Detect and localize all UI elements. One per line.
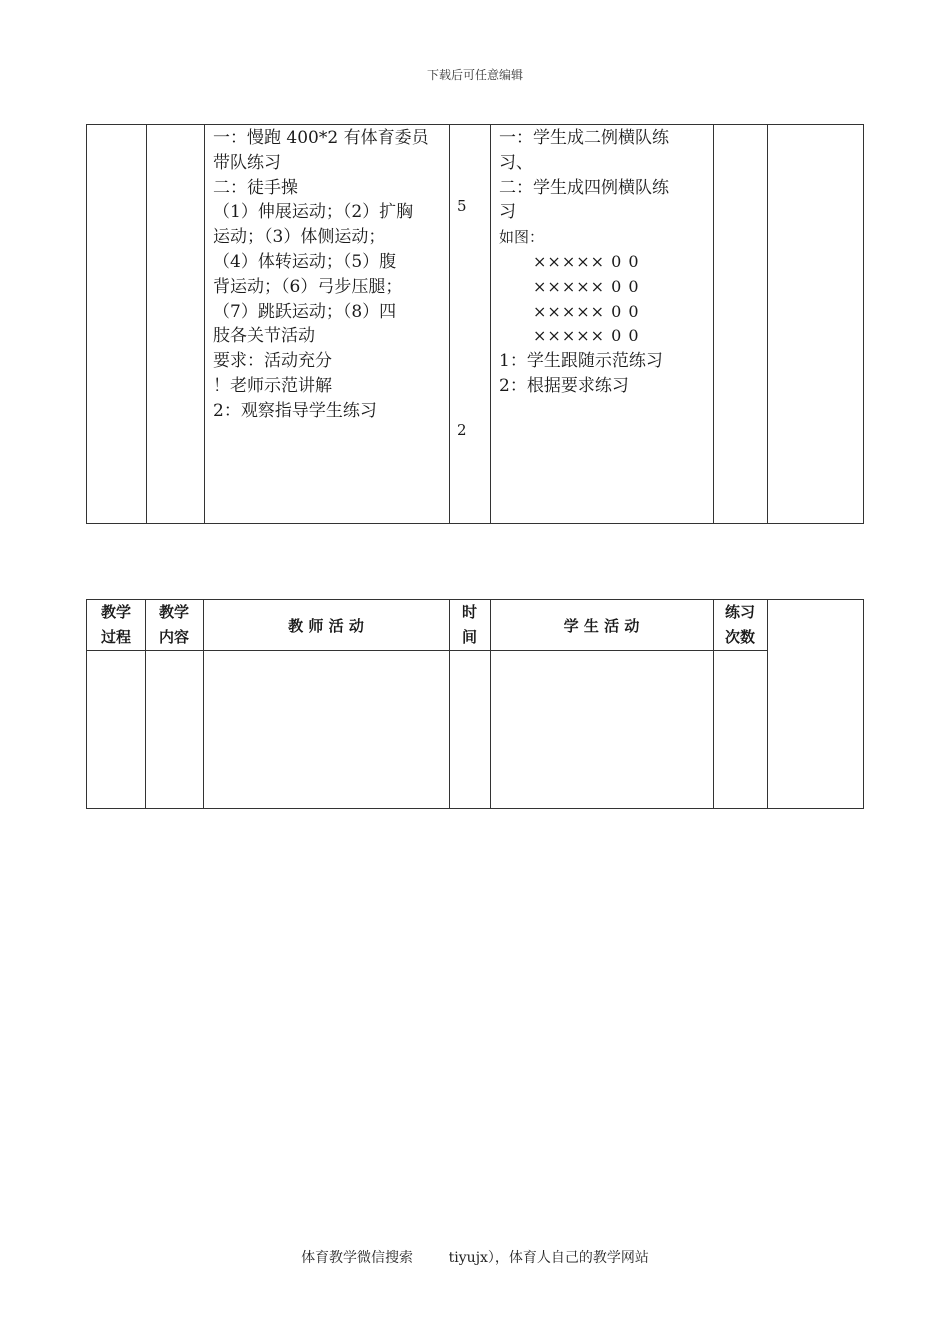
teacher-line: （1）伸展运动；（2）扩胸 [213,202,414,223]
teacher-line: （4）体转运动；（5）腹 [213,251,397,272]
teacher-line: 带队练习 [213,152,281,173]
teacher-line: ！老师示范讲解 [213,375,332,396]
student-line: 二：学生成四例横队练 [499,177,669,198]
column-divider [449,125,450,523]
header-process: 教学 过程 [100,603,131,646]
formation-row: ××××× 0 0 [533,326,640,346]
student-line: 习、 [499,152,533,173]
student-line: 习 [499,202,516,223]
page-header-note: 下载后可任意编辑 [426,68,523,82]
student-line: 2：根据要求练习 [499,375,629,396]
column-divider [204,125,205,523]
teacher-line: 肢各关节活动 [213,326,315,347]
teacher-line: 一：慢跑 400*2 有体育委员 [213,128,429,148]
column-divider [767,125,768,523]
student-line: 一：学生成二例横队练 [499,128,669,148]
teacher-line: 二：徒手操 [213,177,298,198]
header-student-activity: 学 生 活 动 [563,617,640,635]
header-row-divider [87,650,767,651]
header-teacher-activity: 教 师 活 动 [288,617,364,635]
column-divider [767,600,768,808]
column-divider [713,125,714,523]
teacher-line: 背运动；（6）弓步压腿； [213,276,403,297]
formation-row: ××××× 0 0 [533,251,640,271]
header-time: 时 间 [461,603,477,646]
teacher-line: （7）跳跃运动；（8）四 [213,301,397,322]
column-divider [146,125,147,523]
lesson-table-header [86,599,864,809]
formation-row: ××××× 0 0 [533,301,640,321]
teacher-line: 要求：活动充分 [213,351,332,372]
page-footer-note: 体育教学微信搜索 tiyujx），体育人自己的教学网站 [301,1250,649,1266]
teacher-line: 运动；（3）体侧运动； [213,227,386,248]
student-activity-cell [499,126,709,399]
lesson-table-continued [86,124,864,524]
time-value: 5 [457,197,467,215]
figure-label: 如图： [499,228,545,247]
time-value: 2 [457,421,467,439]
header-practice-count: 练习 次数 [724,603,755,646]
column-divider [490,125,491,523]
header-content: 教学 内容 [158,603,189,646]
teacher-line: 2：观察指导学生练习 [213,400,377,421]
teacher-activity-cell [213,126,443,424]
formation-row: ××××× 0 0 [533,276,640,296]
student-line: 1：学生跟随示范练习 [499,351,663,372]
